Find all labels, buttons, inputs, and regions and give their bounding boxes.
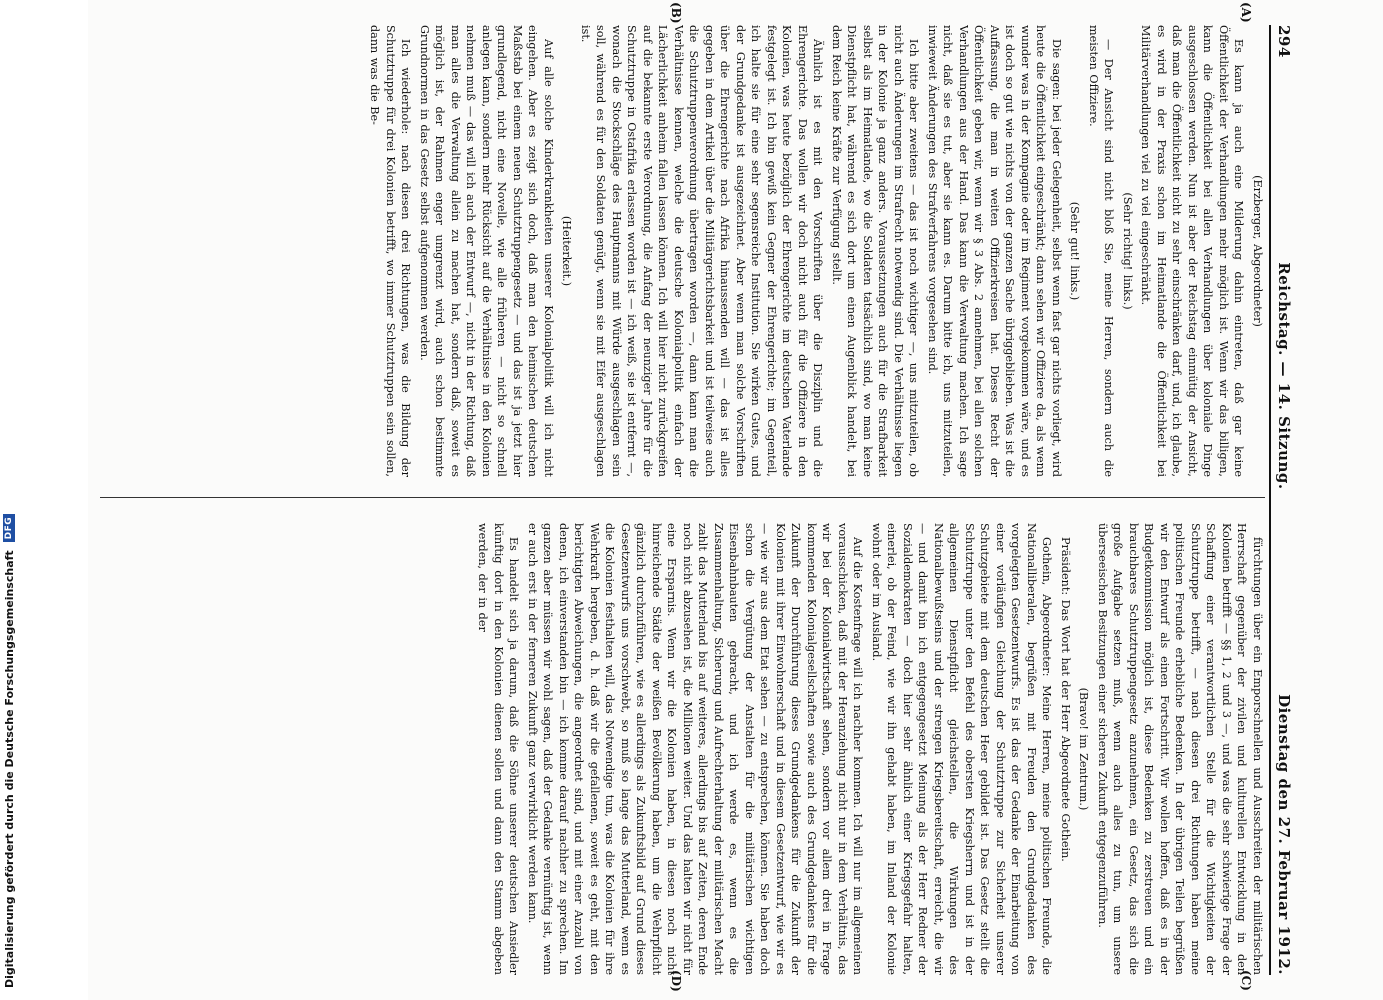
page-header: [1275, 25, 1303, 975]
header-date: Dienstag den 27. Februar 1912.: [1275, 694, 1293, 975]
paragraph: Ähnlich ist es mit den Vorschriften über die Disziplin und die Ehrengerichte. Das wollen wir doch nicht auch für die Offiziere in den Kolonien, was heute bezüglich der Ehrengerichte im deutschen Vaterlande festgelegt ist. Ich bin gewiß kein Gegner der Ehrengerichte; im Gegenteil, ich halte sie für eine sehr segensreiche Institution. Sie wirken Gutes, und der Grundgedanke ist ausgezeichnet. Aber wenn man solche Vorschriften über die Ehrengerichte nach Afrika hinaussenden will — das ist alles gegeben in dem Artikel über die Militärgerichtsbarkeit und ist teilweise auch die Schutztruppenverordnung übertragen worden —, dann kann man die Verhältnisse kennen, welche die deutsche Kolonialpolitik einfach der Lächerlichkeit anheim fallen lassen können. Ich will hier nicht zurückgreifen auf die bekannte erste Verordnung, die Anfang der neunziger Jahre für die Schutztruppe in Ostafrika erlassen worden ist — ich weiß, sie ist entfernt —, wonach die Stockschläge des Hauptmanns mit Würde ausgeschlagen sein soll, während es für den Soldaten genügt, wenn sie mit Eifer ausgeschlagen ist.: [579, 25, 825, 477]
credit-text: Digitalisierung gefördert durch die Deutsche Forschungsgemeinschaft: [2, 550, 16, 988]
paragraph: Gothein, Abgeordneter: Meine Herren, meine politischen Freunde, die Nationalliberalen, begrüßen mit Freuden den Grundgedanken des vorgelegten Gesetzentwurfs. Es ist das der Gedanke der Einarbeitung von einer vorläufigen Gleichung der Schutztruppe zur Sicherheit unserer Schutzgebiete mit dem deutschen Heer gebildet ist. Das Gesetz stellt die Schutztruppe unter den Befehl des obersten Kriegsherrn und ist in der allgemeinen Dienstpflicht gleichstellen, die Wirkungen des Nationalbewußtseins und der strengen Kriegsbereitschaft, erreicht, die wir — und damit bin ich entgegengesetzt Meinung als der Herr Redner der Sozialdemokraten — doch hier sehr ähnlich einer Kriegsgefahr halten, einerlei, ob der Feind, wie wir ihn gehabt haben, im Inland der Kolonie wohnt oder im Ausland.: [870, 523, 1054, 975]
rotated-page-content: [88, 0, 1383, 1000]
paragraph: (Heiterkeit.): [560, 215, 574, 287]
sidebar-credit: [0, 0, 30, 1000]
paragraph: (Bravo! im Zentrum.): [1077, 687, 1091, 811]
paragraph: Es handelt sich ja darum, daß die Söhne unserer deutschen Ansiedler künftig dort in den Kolonien dienen sollen und dann den Stamm abgeben werden, der in der: [476, 523, 521, 975]
paragraph: fürchtungen über ein Emporschnellen und Ausschreiten der militärischen Herrschaft gegenüber der zivilen und kulturellen Entwicklung in den Kolonien betrifft — §§ 1, 2 und 3 —, und was die sehr schwierige Frage der Schaffung einer verantwortlichen Stelle für die Wichtigkeiten der Schutztruppe betrifft, — nach diesen drei Richtungen haben meine politischen Freunde erhebliche Bedenken. In der übrigen Teilen begrüßen wir den Entwurf als einen Fortschritt. Wir wollen hoffen, daß es in der Budgetkommission möglich ist, diese Bedenken zu zerstreuen und ein brauchbares Schutztruppengesetz anzunehmen, ein Gesetz, das sich die große Aufgabe setzen muß, wenn auch alles zu tun, um unsere überseeischen Besitzungen einer sicheren Zukunft entgegenzuführen.: [1096, 523, 1264, 975]
margin-mark-c: (C): [1239, 970, 1253, 991]
paragraph: Ich bitte aber zweitens — das ist noch wichtiger —, uns mitzuteilen, ob nicht auch Änderungen im Strafrecht notwendig sind. Die Verhältnisse liegen in der Kolonie ja ganz anders. Voraussetzungen auch für die Strafbarkeit selbst als im Heimatlande, wo die Soldaten tatsächlich sind, wo man keine Dienstpflicht hat, während es sich dort um einen Augenblick handelt, bei dem Reich keine Kräfte zur Verfügung stellt.: [830, 25, 921, 477]
header-title: Reichstag. — 14. Sitzung.: [1275, 262, 1293, 490]
column-divider: [100, 497, 1265, 498]
right-column: [95, 523, 1265, 975]
left-column: [95, 25, 1265, 477]
paragraph: Auf die Kostenfrage will ich nachher kommen. Ich will nur im allgemeinen vorausschicken, daß mit der Heranziehung nicht nur in dem Verhältnis, das wir bei der Kolonialwirtschaft sehen, sondern vor allem drei in Frage kommenden Kolonialgesellschaften sowie auch des Grundgedankens für die Zukunft der Durchführung dieses Grundgedankens für die Zukunft der Kolonien mit ihrer Einwohnerschaft und in diesem Gesetzentwurf, wie wir es — wie wir aus dem Etat sehen — zu entsprechen, können. Sie haben doch schon die Vergütung der Anstalten für die militärischen wichtigen Eisenbahnbauten gebracht, und ich werde es, wenn es die Zusammenhaltung, Sicherung und Aufrechterhaltung der militärischen Macht zahlt das Mutterland bis auf weiteres, allerdings bis auf Zeiten, deren Ende noch nicht abzusehen ist, die Millionen weiter. Und das halten wir nicht für eine Ersparnis. Wenn wir die Kolonien haben, in diesen noch nicht hinreichende Städte der weißen Bevölkerung haben, um die Wehrpflicht gänzlich durchzuführen, wie es allerdings als Zukunftsbild auf Grund dieses Gesetzentwurfs uns vorschwebt, so muß so lange das Mutterland, wenn es die Kolonien festhalten will, das Notwendige tun, was die Kolonien für ihre Wehrkraft hergeben, d. h. daß wir die gefallenen, soweit es geht, mit den berichtigten Abweichungen, die angeordnet sind, und mit einer Anzahl von denen, ich einverstanden bin — ich komme darauf nachher zu sprechen. Im ganzen aber müssen wir wohl sagen, daß der Gedanke vernünftig ist, wenn er auch erst in der ferneren Zukunft ganz verwirklicht werden kann.: [526, 523, 865, 975]
scanned-page: [88, 0, 1383, 1000]
paragraph: (Sehr gut! links.): [1068, 201, 1082, 301]
paragraph: Auf alle solche Kinderkrankheiten unserer Kolonialpolitik will ich nicht eingehen. Aber es zeigt sich doch, daß man den heimischen deutschen Maßstab bei einem neuen Schutztruppengesetz — und das ist ja jetzt hier grundlegend, nicht eine Novelle, wie alle früheren — nicht so schnell anlegen kann, sondern mehr Rücksicht auf die Verhältnisse in den Kolonien nehmen muß — das will ich auch der Entwurf —, nicht in der Richtung, daß man alles die Verwaltung allein zu machen hat, sondern daß, soweit es möglich ist, der Rahmen enger umgrenzt wird, auch schon bestimmte Grundnormen in das Gesetz selbst aufgenommen werden.: [418, 25, 555, 477]
paragraph: (Erzberger, Abgeordneter): [1251, 175, 1264, 327]
margin-mark-a: (A): [1239, 2, 1253, 23]
paragraph: (Sehr richtig! links.): [1121, 192, 1134, 310]
margin-mark-d: (D): [669, 970, 683, 992]
credit-line: [0, 40, 18, 1000]
paragraph: Präsident: Das Wort hat der Herr Abgeordnete Gothein.: [1059, 537, 1072, 862]
page-number: 294: [1275, 25, 1293, 58]
header-rule: [1269, 25, 1271, 975]
margin-mark-b: (B): [669, 2, 683, 24]
paragraph: Ich wiederhole: nach diesen drei Richtungen, was die Bildung der Schutztruppe für drei Kolonien betrifft, wo immer Schutztruppen sein sollen, dann was die Be-: [368, 25, 413, 477]
paragraph: — Der Ansicht sind nicht bloß Sie, meine Herren, sondern auch die meisten Offiziere.: [1087, 25, 1116, 477]
paragraph: Die sagen: bei jeder Gelegenheit, selbst wenn fast gar nichts vorliegt, wird heute die Öffentlichkeit eingeschränkt; dann sehen wir Offiziere da, als wenn wunder was in der Kompagnie oder im Regiment vorgekommen wäre, und es ist doch so gut wie nichts von der ganzen Sache übriggeblieben. Was ist die Auffassung, die man in weiten Offizierkreisen hat. Dieses Recht der Öffentlichkeit geben wir, wenn wir § 3 Abs. 2 annehmen, bei allen solchen Verhandlungen aus der Hand. Das kann die Verwaltung machen. Ich sage nicht, daß sie es tut, aber sie kann es. Darum bitte ich, uns mitzuteilen, inwieweit Änderungen des Strafverfahrens vorgesehen sind.: [926, 25, 1063, 477]
paragraph: Es kann ja auch eine Milderung dahin eintreten, daß gar keine Öffentlichkeit der Verhandlungen mehr möglich ist. Wenn wir das billigen, kann die Öffentlichkeit bei allen Verhandlungen über koloniale Dinge ausgeschlossen werden. Nun ist aber der Reichstag einmütig der Ansicht, daß man die Öffentlichkeit nicht zu sehr einschränken darf, und, ich glaube, es wird in der Praxis schon im Heimatlande die Öffentlichkeit bei Militärverhandlungen viel zu viel eingeschränkt.: [1139, 25, 1246, 477]
dfg-logo-icon: DFG: [3, 514, 15, 543]
